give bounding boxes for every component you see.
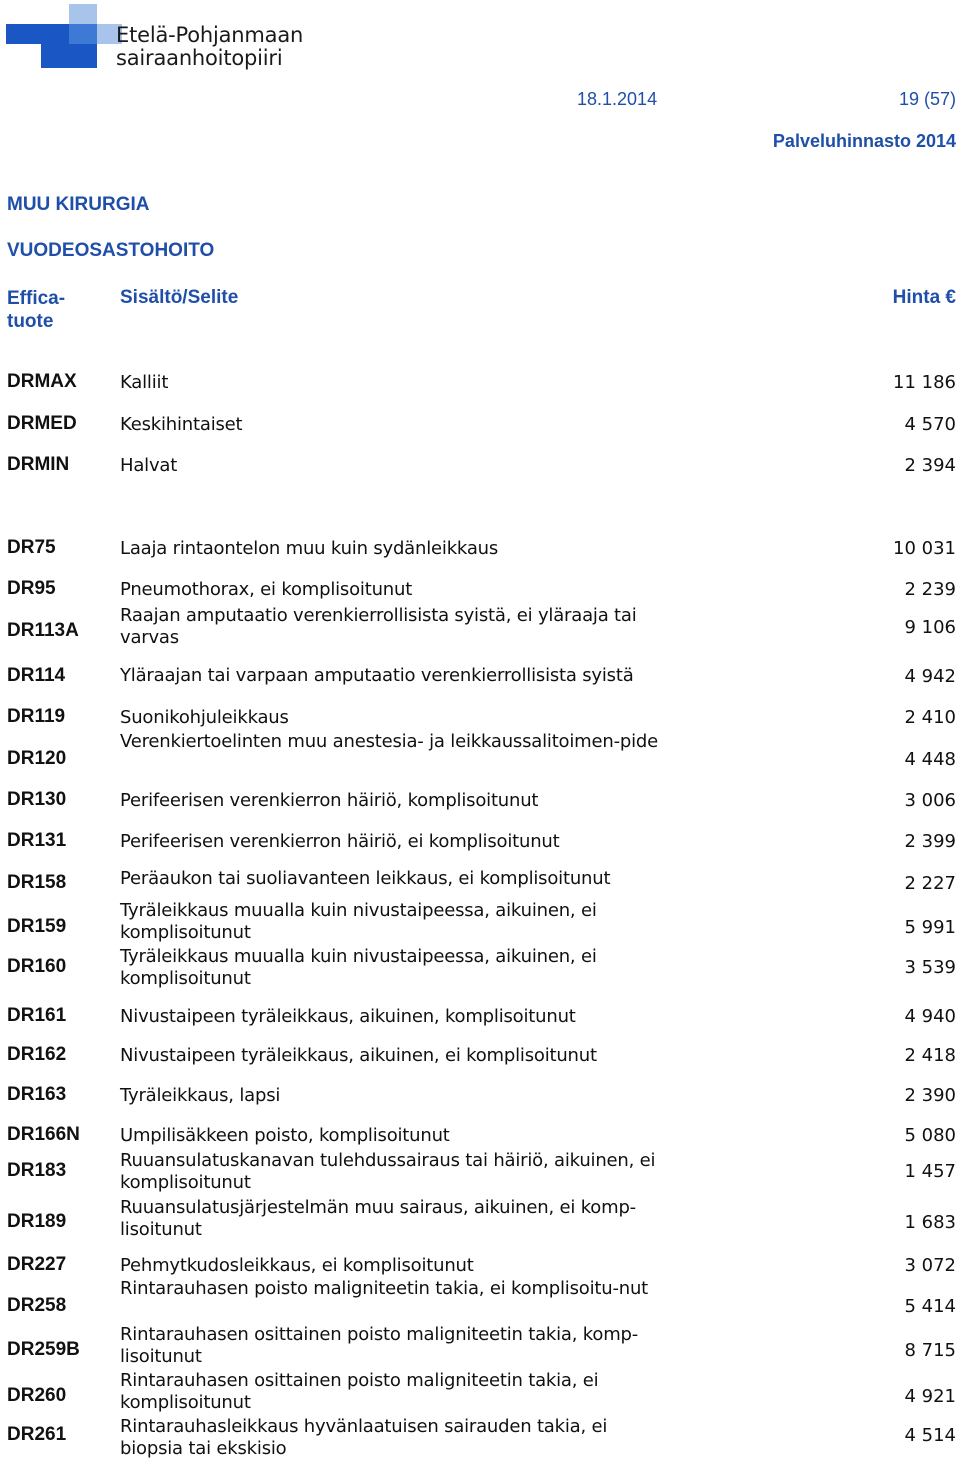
row-price: 2 410	[904, 707, 956, 728]
cross-logo-icon	[6, 4, 122, 68]
row-description: Rintarauhasen poisto maligniteetin takia, ei komplisoitu-nut	[120, 1278, 649, 1299]
row-code: DR161	[7, 1005, 67, 1026]
section-service-type: VUODEOSASTOHOITO	[7, 240, 215, 261]
document-date: 18.1.2014	[577, 89, 658, 109]
row-description: Peräaukon tai suoliavanteen leikkaus, ei komplisoitunut	[120, 868, 611, 889]
row-price: 2 394	[904, 455, 956, 476]
row-code: DR183	[7, 1160, 67, 1181]
row-description: Raajan amputaatio verenkierrollisista syistä, ei yläraaja tai varvas	[120, 605, 637, 648]
row-price: 8 715	[904, 1340, 956, 1361]
row-code: DR227	[7, 1254, 67, 1275]
row-code: DR113A	[7, 620, 79, 641]
row-description: Rintarauhasen osittainen poisto maligniteetin takia, ei komplisoitunut	[120, 1370, 599, 1413]
row-description: Suonikohjuleikkaus	[120, 707, 289, 728]
row-code: DR158	[7, 872, 67, 893]
row-price: 2 390	[904, 1085, 956, 1106]
row-price: 3 072	[904, 1255, 956, 1276]
row-price: 5 080	[904, 1125, 956, 1146]
row-price: 9 106	[904, 617, 956, 638]
row-price: 4 940	[904, 1006, 956, 1027]
row-code: DR162	[7, 1044, 67, 1065]
row-code: DR120	[7, 748, 67, 769]
row-price: 2 239	[904, 579, 956, 600]
row-description: Kalliit	[120, 372, 169, 393]
row-description: Yläraajan tai varpaan amputaatio verenkierrollisista syistä	[120, 665, 634, 686]
row-description: Rintarauhasen osittainen poisto maligniteetin takia, komp-lisoitunut	[120, 1324, 639, 1367]
organization-name-line1: Etelä-Pohjanmaan	[116, 23, 304, 47]
row-code: DR119	[7, 706, 66, 727]
organization-name	[116, 24, 303, 70]
row-price: 3 539	[904, 957, 956, 978]
row-description: Tyräleikkaus, lapsi	[120, 1085, 281, 1106]
row-code: DRMIN	[7, 454, 70, 475]
row-price: 4 921	[904, 1386, 956, 1407]
row-price: 1 457	[904, 1161, 956, 1182]
row-price: 10 031	[893, 538, 956, 559]
row-price: 11 186	[893, 372, 956, 393]
row-code: DR258	[7, 1295, 67, 1316]
page-number: 19 (57)	[898, 89, 956, 109]
row-code: DRMED	[7, 413, 77, 434]
organization-name-line2: sairaanhoitopiiri	[116, 46, 283, 70]
row-description: Keskihintaiset	[120, 414, 243, 435]
column-header-description: Sisältö/Selite	[120, 287, 239, 308]
document-title: Palveluhinnasto 2014	[772, 131, 956, 151]
row-code: DR75	[7, 537, 56, 558]
row-description: Rintarauhasleikkaus hyvänlaatuisen sairauden takia, ei biopsia tai ekskisio	[120, 1416, 608, 1459]
row-description: Verenkiertoelinten muu anestesia- ja leikkaussalitoimen-pide	[120, 731, 659, 752]
row-code: DR95	[7, 578, 56, 599]
row-description: Perifeerisen verenkierron häiriö, komplisoitunut	[120, 790, 539, 811]
row-code: DR130	[7, 789, 67, 810]
row-price: 4 942	[904, 666, 956, 687]
row-description: Ruuansulatuskanavan tulehdussairaus tai häiriö, aikuinen, ei komplisoitunut	[120, 1150, 656, 1193]
row-code: DR114	[7, 665, 66, 686]
row-description: Tyräleikkaus muualla kuin nivustaipeessa, aikuinen, ei komplisoitunut	[120, 946, 597, 989]
row-description: Umpilisäkkeen poisto, komplisoitunut	[120, 1125, 450, 1146]
row-description: Tyräleikkaus muualla kuin nivustaipeessa, aikuinen, ei komplisoitunut	[120, 900, 597, 943]
column-header-code: Effica- tuote	[7, 288, 66, 332]
row-price: 1 683	[904, 1212, 956, 1233]
row-description: Laaja rintaontelon muu kuin sydänleikkaus	[120, 538, 499, 559]
row-description: Pehmytkudosleikkaus, ei komplisoitunut	[120, 1255, 474, 1276]
row-description: Perifeerisen verenkierron häiriö, ei komplisoitunut	[120, 831, 560, 852]
row-code: DR131	[7, 830, 67, 851]
row-code: DR160	[7, 956, 67, 977]
row-price: 4 448	[904, 749, 956, 770]
row-code: DR261	[7, 1424, 67, 1445]
row-description: Ruuansulatusjärjestelmän muu sairaus, aikuinen, ei komp-lisoitunut	[120, 1197, 636, 1240]
row-description: Pneumothorax, ei komplisoitunut	[120, 579, 413, 600]
row-code: DR189	[7, 1211, 67, 1232]
row-price: 3 006	[904, 790, 956, 811]
row-price: 2 399	[904, 831, 956, 852]
column-header-price: Hinta €	[892, 287, 956, 308]
row-price: 2 418	[904, 1045, 956, 1066]
row-price: 2 227	[904, 873, 956, 894]
row-price: 5 414	[904, 1296, 956, 1317]
row-price: 4 514	[904, 1425, 956, 1446]
row-description: Halvat	[120, 455, 178, 476]
row-description: Nivustaipeen tyräleikkaus, aikuinen, ei komplisoitunut	[120, 1045, 597, 1066]
row-price: 4 570	[904, 414, 956, 435]
row-code: DR163	[7, 1084, 67, 1105]
row-code: DR260	[7, 1385, 67, 1406]
row-code: DR259B	[7, 1339, 80, 1360]
row-price: 5 991	[904, 917, 956, 938]
section-specialty: MUU KIRURGIA	[7, 194, 150, 215]
organization-logo	[6, 4, 326, 70]
row-code: DR166N	[7, 1124, 80, 1145]
row-description: Nivustaipeen tyräleikkaus, aikuinen, komplisoitunut	[120, 1006, 576, 1027]
row-code: DRMAX	[7, 371, 77, 392]
row-code: DR159	[7, 916, 67, 937]
